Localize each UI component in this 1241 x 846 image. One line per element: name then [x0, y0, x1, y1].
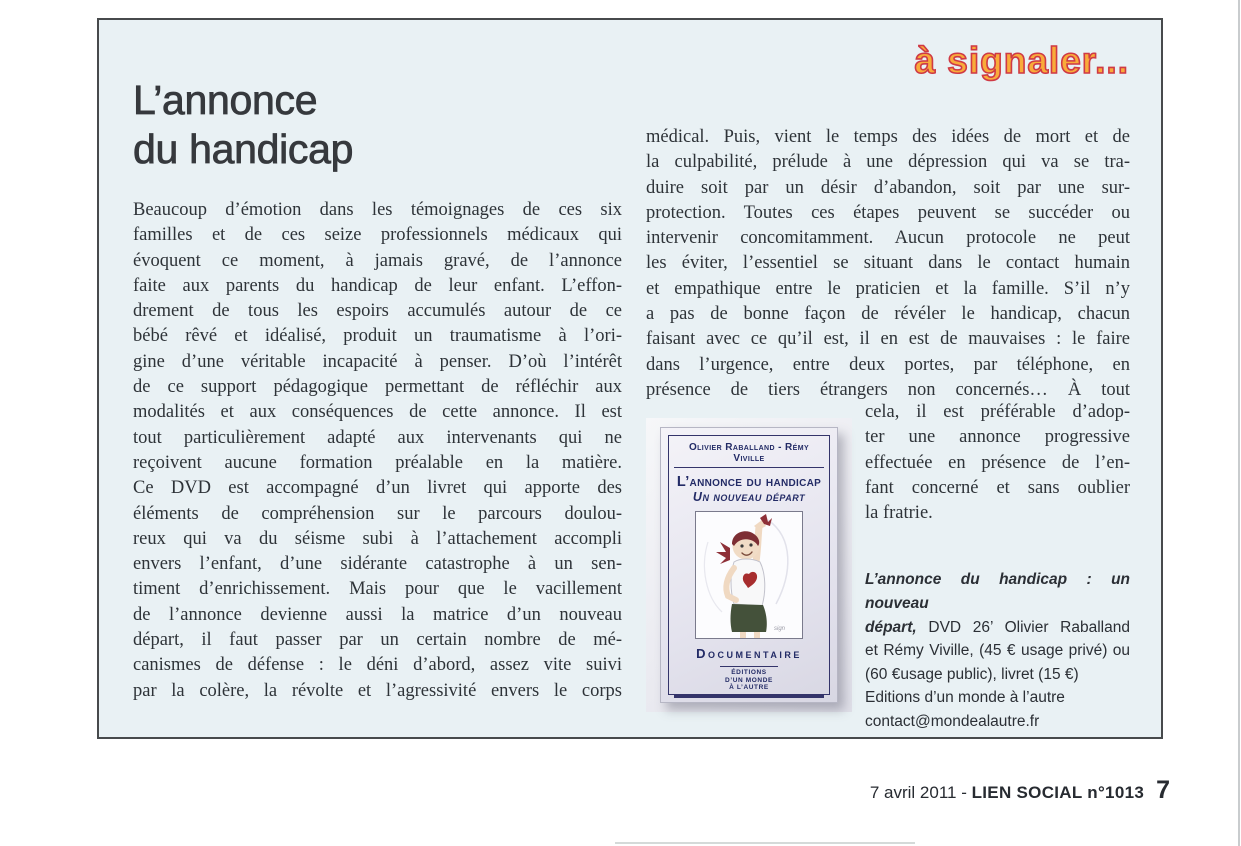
- footer-magazine-title: LIEN SOCIAL n°1013: [971, 783, 1145, 802]
- text-line: drement de tous les espoirs accumulés autour de ce: [133, 301, 622, 322]
- dvd-cover: [646, 418, 852, 734]
- text-line: de l’annonce devienne aussi la matrice d’un nouveau: [133, 604, 622, 625]
- text-line: de ce support pédagogique permettant de réfléchir aux: [133, 377, 622, 398]
- right-leg: [754, 632, 760, 638]
- text-line: À L’AUTRE: [729, 684, 769, 691]
- text-line: canismes de défense : le déni d’abord, assez vite suivi: [133, 655, 622, 676]
- caption-line: départ, DVD 26’ Olivier Raballand: [865, 618, 1130, 636]
- text-line: et empathique entre le praticien et la famille. S’il n’y: [646, 278, 1130, 299]
- caption-line: (60 €usage public), livret (15 €): [865, 665, 1079, 683]
- caption-line: contact@mondealautre.fr: [865, 713, 1040, 731]
- dvd-cover-photo: [646, 418, 852, 712]
- svg-text:sign: sign: [774, 626, 786, 632]
- caption-line: Editions d’un monde à l’autre: [865, 689, 1065, 707]
- footer-date: 7 avril 2011 -: [869, 783, 972, 802]
- text-line: du handicap: [133, 126, 354, 172]
- cover-and-wrap-row: [646, 400, 1130, 734]
- dvd-subtitle: Un nouveau départ: [692, 490, 806, 504]
- publisher-logo: [720, 666, 778, 695]
- text-line: Beaucoup d’émotion dans les témoignages de ces six: [133, 200, 622, 220]
- page-sheet: [97, 18, 1163, 739]
- text-line: reux qui va du séisme subi à l’attachement accompli: [133, 528, 622, 549]
- text-line: faite aux parents du handicap de leur enfant. L’effon-: [133, 275, 622, 296]
- girl-illustration: [696, 512, 802, 638]
- text-line: dans l’urgence, entre deux portes, par téléphone, en: [646, 354, 1130, 375]
- text-line: fant concerné et sans oublier: [865, 477, 1130, 498]
- text-line: cela, il est préférable d’adop-: [865, 402, 1130, 422]
- text-line: gine d’une véritable incapacité à penser. D’où l’intérêt: [133, 351, 622, 372]
- text-line: timent d’enrichissement. Mais pour que le vacillement: [133, 579, 622, 600]
- text-line: départ, il faut passer par un certain nombre de mé-: [133, 630, 622, 651]
- section-badge: à signaler...: [914, 40, 1129, 81]
- right-side-column: [865, 400, 1130, 734]
- scan-edge-artifact: [1238, 0, 1240, 846]
- text-line: bébé rêvé et idéalisé, produit un traumatisme à l’ori-: [133, 326, 622, 347]
- article-title: [133, 76, 353, 174]
- left-text-column: [133, 198, 622, 704]
- dvd-caption: [865, 568, 1130, 733]
- text-line: Ce DVD est accompagné d’un livret qui apporte des: [133, 478, 622, 499]
- dvd-cover-illustration: [695, 511, 803, 639]
- text-line: modalités et aux conséquences de cette annonce. Il est: [133, 402, 622, 423]
- text-line: faisant avec ce qu’il est, il en est de mauvaises : le faire: [646, 329, 1130, 350]
- text-line: protection. Toutes ces étapes peuvent se succéder ou: [646, 202, 1130, 223]
- text-line: L’annonce: [133, 77, 318, 123]
- text-line: effectuée en présence de l’en-: [865, 452, 1130, 473]
- cover-bottom-rule: [674, 695, 824, 698]
- text-line: duire soit par un désir d’abandon, soit par une sur-: [646, 177, 1130, 198]
- text-line: envers l’enfant, d’une sidérante catastrophe à un sen-: [133, 554, 622, 575]
- footer-page-number: 7: [1156, 776, 1170, 804]
- text-line: présence de tiers étrangers non concernés… À tout: [646, 379, 1130, 400]
- caption-line: L’annonce du handicap : un nouveau: [865, 571, 1130, 613]
- text-line: évoquent ce moment, à jamais gravé, de l’annonce: [133, 250, 622, 271]
- right-text-column: [646, 125, 1130, 403]
- text-line: éléments de compréhension sur le parcours doulou-: [133, 503, 622, 524]
- dvd-authors: Olivier Raballand - Rémy Viville: [674, 442, 824, 468]
- scan-bottom-artifact: [615, 842, 915, 844]
- text-line: intervenir concomitamment. Aucun protocole ne peut: [646, 228, 1130, 249]
- left-leg: [740, 632, 746, 638]
- dvd-title: L’annonce du handicap: [676, 474, 822, 490]
- skirt: [731, 604, 767, 632]
- dvd-frame: [668, 435, 830, 695]
- text-line: par la colère, la révolte et l’agressivité envers le corps: [133, 680, 622, 701]
- text-line: familles et de ces seize professionnels médicaux qui: [133, 225, 622, 246]
- text-line: reçoivent aucune formation préalable en la matière.: [133, 452, 622, 473]
- dvd-box: [660, 427, 838, 703]
- text-line: tout particulièrement adapté aux intervenants qui ne: [133, 427, 622, 448]
- text-line: la fratrie.: [865, 503, 933, 524]
- caption-line: et Rémy Viville, (45 € usage privé) ou: [865, 642, 1130, 660]
- dvd-genre-label: Documentaire: [696, 646, 802, 661]
- text-line: médical. Puis, vient le temps des idées de mort et de: [646, 127, 1130, 147]
- text-line: D’UN MONDE: [725, 676, 773, 684]
- text-line: a pas de bonne façon de révéler le handicap, chacun: [646, 304, 1130, 325]
- text-line: la culpabilité, prélude à une dépression qui va se tra-: [646, 152, 1130, 173]
- text-line: les éviter, l’essentiel se situant dans le contact humain: [646, 253, 1130, 274]
- text-line: ÉDITIONS: [731, 669, 767, 676]
- text-line: ter une annonce progressive: [865, 427, 1130, 448]
- wrap-text-column: [865, 400, 1130, 526]
- page-footer: [870, 776, 1170, 805]
- left-pigtail: [716, 542, 730, 564]
